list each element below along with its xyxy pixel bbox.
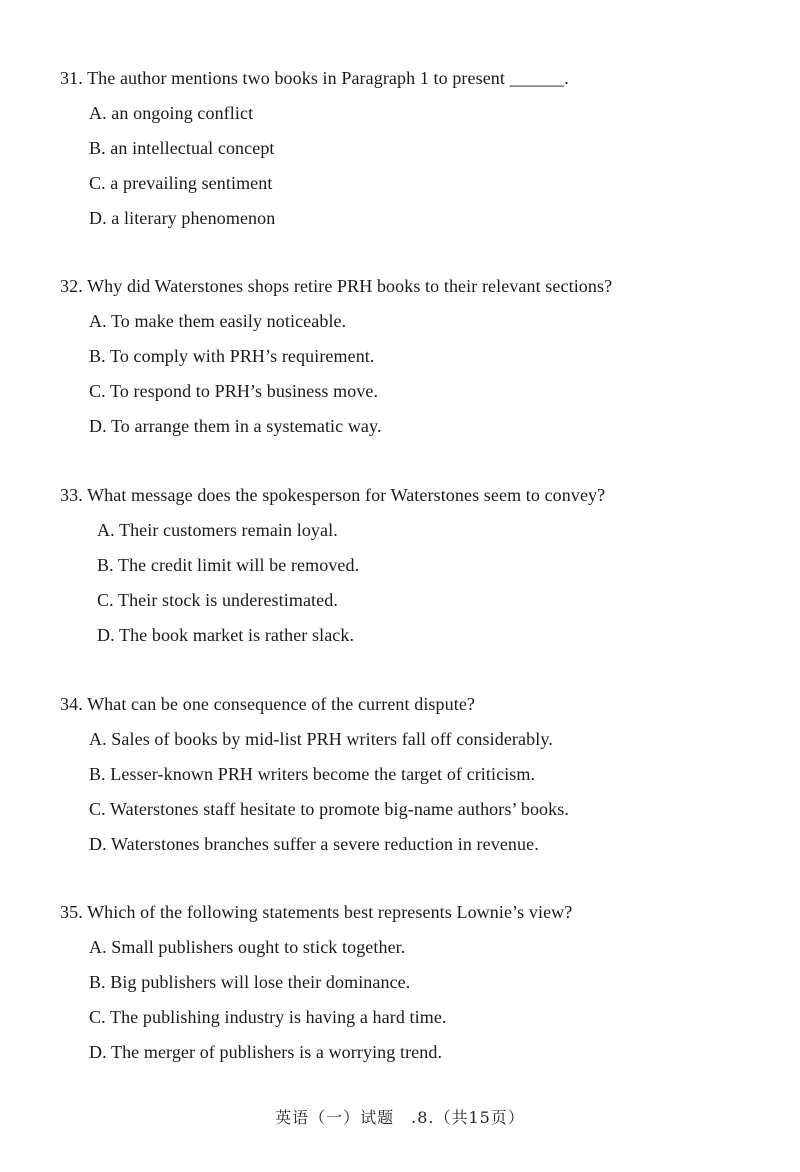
option-list <box>60 309 760 438</box>
option-a: A. Small publishers ought to stick together. <box>89 937 406 957</box>
option-c: C. Waterstones staff hesitate to promote big-name authors’ books. <box>89 799 569 819</box>
option-list <box>60 101 760 230</box>
page-footer: 英语（一）试题 .8.（共15页） <box>275 1108 525 1127</box>
option-a: A. To make them easily noticeable. <box>89 311 347 331</box>
question-32 <box>60 274 760 438</box>
option-list <box>60 727 760 856</box>
option-a: A. an ongoing conflict <box>89 103 254 123</box>
question-stem: 31. The author mentions two books in Paragraph 1 to present ______. <box>60 68 569 88</box>
option-a: A. Their customers remain loyal. <box>97 520 338 540</box>
option-list <box>60 935 760 1064</box>
option-c: C. To respond to PRH’s business move. <box>89 381 379 401</box>
option-d: D. a literary phenomenon <box>89 208 276 228</box>
option-d: D. To arrange them in a systematic way. <box>89 416 382 436</box>
question-stem: 34. What can be one consequence of the current dispute? <box>60 694 475 714</box>
option-b: B. an intellectual concept <box>89 138 275 158</box>
option-d: D. The book market is rather slack. <box>97 625 355 645</box>
option-c: C. a prevailing sentiment <box>89 173 273 193</box>
option-b: B. Lesser-known PRH writers become the target of criticism. <box>89 764 536 784</box>
option-d: D. Waterstones branches suffer a severe reduction in revenue. <box>89 834 539 854</box>
question-34 <box>60 692 760 856</box>
option-b: B. To comply with PRH’s requirement. <box>89 346 375 366</box>
question-stem: 35. Which of the following statements best represents Lownie’s view? <box>60 902 573 922</box>
question-stem: 33. What message does the spokesperson for Waterstones seem to convey? <box>60 485 606 505</box>
option-b: B. Big publishers will lose their dominance. <box>89 972 411 992</box>
option-b: B. The credit limit will be removed. <box>97 555 360 575</box>
question-stem: 32. Why did Waterstones shops retire PRH books to their relevant sections? <box>60 276 613 296</box>
question-35 <box>60 900 760 1064</box>
question-31 <box>60 66 760 230</box>
option-d: D. The merger of publishers is a worrying trend. <box>89 1042 443 1062</box>
option-c: C. The publishing industry is having a hard time. <box>89 1007 447 1027</box>
option-a: A. Sales of books by mid-list PRH writers fall off considerably. <box>89 729 553 749</box>
question-33 <box>60 483 760 647</box>
option-c: C. Their stock is underestimated. <box>97 590 338 610</box>
option-list <box>60 518 760 647</box>
